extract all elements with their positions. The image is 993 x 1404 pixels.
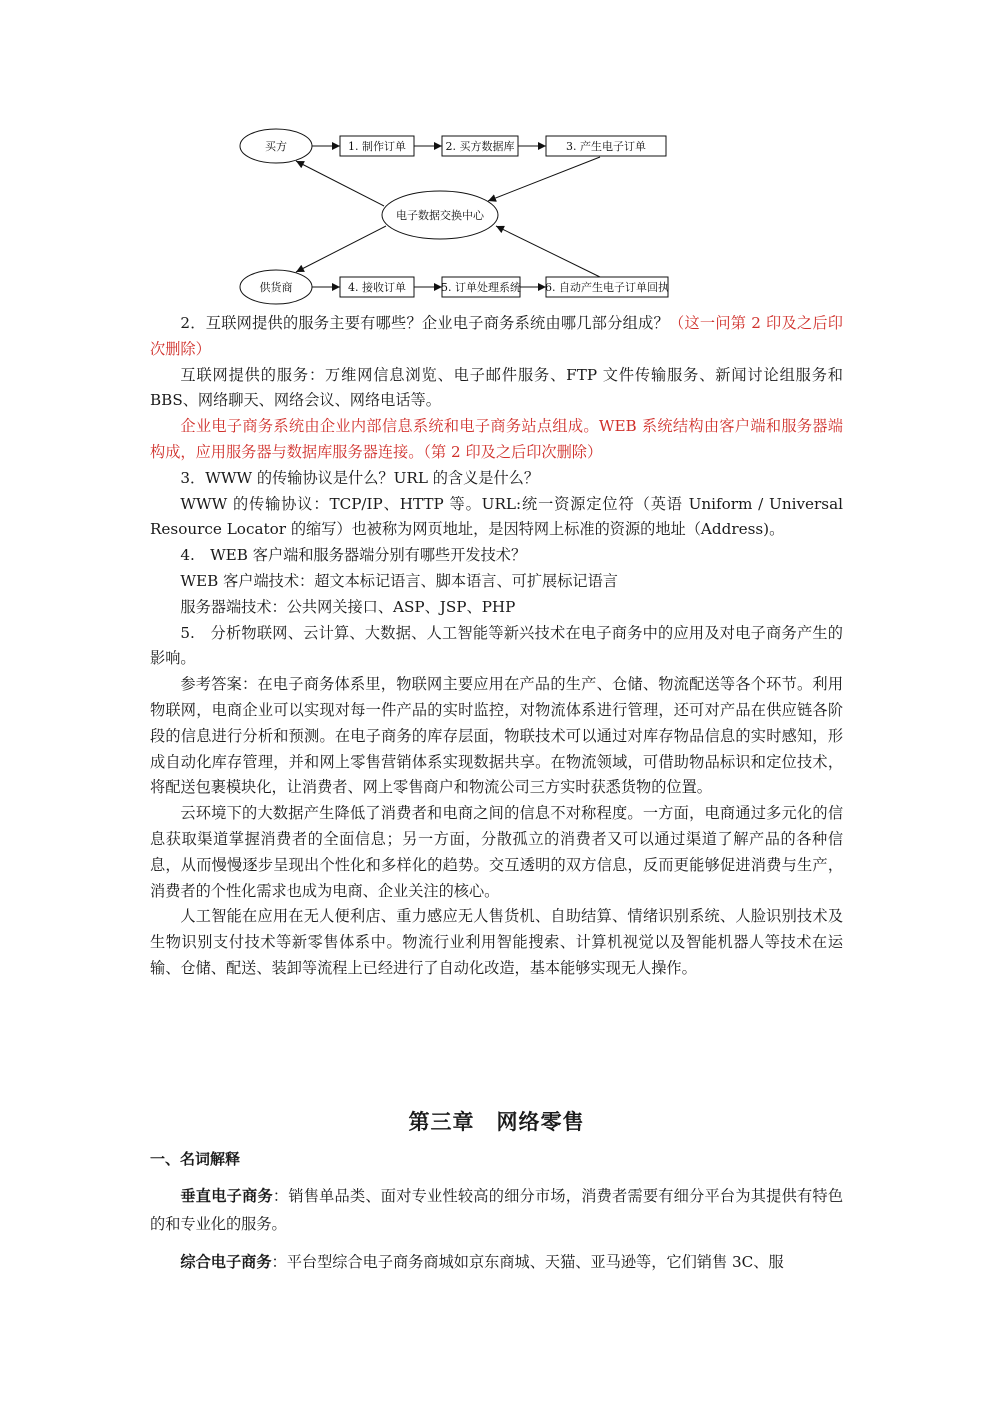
question-2	[150, 311, 843, 363]
flowchart-svg	[0, 0, 993, 310]
answer-2-services: 互联网提供的服务：万维网信息浏览、电子邮件服务、FTP 文件传输服务、新闻讨论组服务和 BBS、网络聊天、网络会议、网络电话等。	[150, 365, 843, 410]
arrow-center-supplier	[296, 226, 386, 272]
question-3: 3．WWW 的传输协议是什么？URL 的含义是什么？	[180, 468, 540, 487]
term-description: 销售单品类、面对专业性较高的细分市场，消费者需要有细分平台为其提供有特色的和专业化的服务。	[150, 1187, 844, 1233]
step2-label: 2. 买方数据库	[445, 140, 515, 153]
answer-5-bigdata: 云环境下的大数据产生降低了消费者和电商之间的信息不对称程度。一方面，电商通过多元化的信息获取渠道掌握消费者的全面信息；另一方面，分散孤立的消费者又可以通过渠道了解产品的各种信息，从而慢慢逐步呈现出个性化和多样化的趋势。交互透明的双方信息，反而更能够促进消费与生产，消费者的个性化需求也成为电商、企业关注的核心。	[150, 804, 843, 900]
question-4: 4. WEB 客户端和服务器端分别有哪些开发技术？	[180, 546, 527, 565]
answer-5-ai: 人工智能在应用在无人便利店、重力感应无人售货机、自助结算、情绪识别系统、人脸识别技术及生物识别支付技术等新零售体系中。物流行业利用智能搜索、计算机视觉以及智能机器人等技术在运输、仓储、配送、装卸等流程上已经进行了自动化改造，基本能够实现无人操作。	[150, 907, 843, 977]
arrow-step6-center	[496, 226, 600, 277]
step3-label: 3. 产生电子订单	[566, 140, 646, 153]
answer-2-system: 企业电子商务系统由企业内部信息系统和电子商务站点组成。WEB 系统结构由客户端和服务器端构成，应用服务器与数据库服务器连接。（第 2 印及之后印次删除）	[150, 417, 843, 461]
step6-label: 6. 自动产生电子订单回执	[545, 281, 669, 294]
qa-content	[150, 311, 843, 982]
chapter-title: 第三章 网络零售	[408, 1110, 585, 1134]
term-description: 平台型综合电子商务商城如京东商城、天猫、亚马逊等，它们销售 3C、服	[286, 1253, 784, 1271]
term-name: 垂直电子商务	[180, 1187, 273, 1205]
question-2-text: 2．互联网提供的服务主要有哪些？企业电子商务系统由哪几部分组成？	[180, 314, 669, 332]
question-2-note: （这一问第 2 印及之后印次删除）	[150, 314, 843, 358]
term-vertical-ecommerce	[150, 1182, 843, 1238]
answer-4-server: 服务器端技术：公共网关接口、ASP、JSP、PHP	[180, 597, 516, 616]
term-list	[150, 1182, 843, 1286]
term-separator: ：	[271, 1253, 287, 1271]
question-5: 5. 分析物联网、云计算、大数据、人工智能等新兴技术在电子商务中的应用及对电子商务产生的影响。	[150, 623, 843, 668]
buyer-label: 买方	[265, 140, 287, 153]
answer-5-iot: 参考答案：在电子商务体系里，物联网主要应用在产品的生产、仓储、物流配送等各个环节。利用物联网，电商企业可以实现对每一件产品的实时监控，对物流体系进行管理，还可对产品在供应链各阶段的信息进行分析和预测。在电子商务的库存层面，物联技术可以通过对库存物品信息的实时感知，形成自动化库存管理，并和网上零售营销体系实现数据共享。在物流领域，可借助物品标识和定位技术，将配送包裹模块化，让消费者、网上零售商户和物流公司三方实时获悉货物的位置。	[150, 675, 843, 797]
step5-label: 5. 订单处理系统	[441, 281, 521, 294]
term-name: 综合电子商务	[180, 1253, 272, 1271]
center-label: 电子数据交换中心	[396, 209, 484, 222]
term-comprehensive-ecommerce	[150, 1248, 843, 1276]
answer-4-client: WEB 客户端技术：超文本标记语言、脚本语言、可扩展标记语言	[180, 571, 618, 590]
step1-label: 1. 制作订单	[348, 140, 406, 153]
term-separator: ：	[272, 1187, 289, 1205]
step4-label: 4. 接收订单	[348, 281, 406, 294]
edi-flowchart	[0, 0, 993, 310]
supplier-label: 供货商	[259, 281, 293, 294]
arrow-step3-center	[488, 157, 600, 201]
arrow-center-buyer	[296, 161, 384, 206]
answer-3: WWW 的传输协议：TCP/IP、HTTP 等。URL:统一资源定位符（英语 Uniform / Universal Resource Locator 的缩写）也被称为网页地址，是因特网上标准的资源的地址（Address)。	[150, 494, 843, 539]
section-heading: 一、名词解释	[150, 1150, 241, 1168]
